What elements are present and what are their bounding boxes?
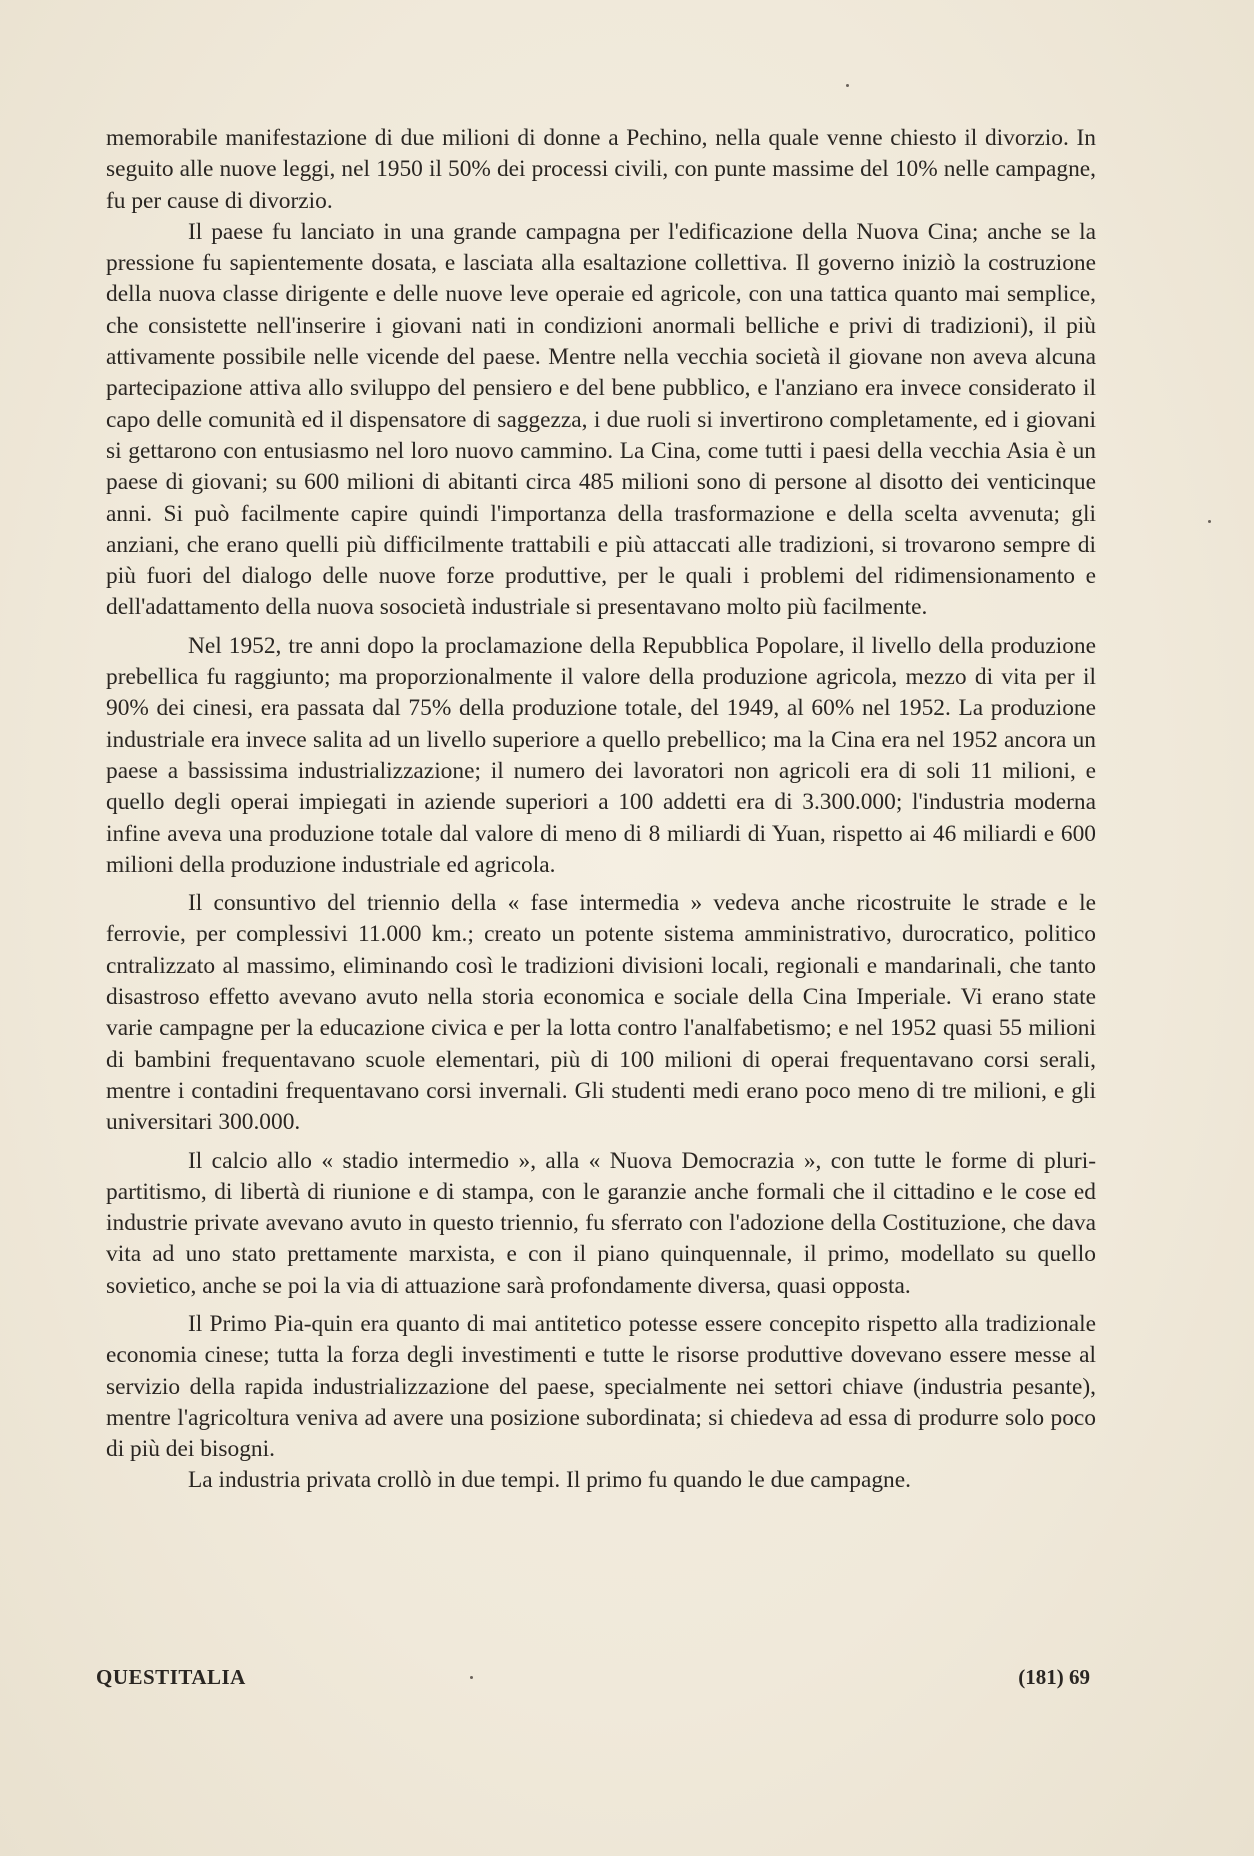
publication-name: QUESTITALIA <box>96 1665 246 1689</box>
scan-speck <box>470 1676 473 1679</box>
paragraph-7: La industria privata crollò in due tempi. Il primo fu quando le due campagne. <box>188 1467 911 1494</box>
article-body <box>106 123 1096 1497</box>
paragraph-5: Il calcio allo « stadio intermedio », alla « Nuova Democrazia », con tutte le forme di pluri-partitismo, di libertà di riunione e di stampa, con le garanzie anche formali che il cittadino e le cose ed industrie private avevano avuto in questo triennio, fu sferrato con l'adozione della Costituzione, che dava vita ad uno stato prettamente marxista, e con il piano quinquennale, il primo, modellato su quello sovietico, anche se poi la via di attuazione sarà profondamente diversa, quasi opposta. <box>106 1147 1096 1299</box>
page-number: (181) 69 <box>1018 1665 1090 1689</box>
scan-speck <box>1208 520 1211 523</box>
paragraph-1: memorabile manifestazione di due milioni di donne a Pechino, nella quale venne chiesto il divorzio. In seguito alle nuove leggi, nel 1950 il 50% dei processi civili, con punte massime del 10% nelle campagne, fu per cause di divorzio. <box>106 125 1096 214</box>
paragraph-4: Il consuntivo del triennio della « fase intermedia » vedeva anche ricostruite le strade e le ferrovie, per complessivi 11.000 km.; creato un potente sistema amministrativo, durocratico, politico cntralizzato al massimo, eliminando così le tradizioni divisioni locali, regionali e mandarinali, che tanto disastroso effetto avevano avuto nella storia economica e sociale della Cina Imperiale. Vi erano state varie campagne per la educazione civica e per la lotta contro l'analfabetismo; e nel 1952 quasi 55 milioni di bambini frequentavano scuole elementari, più di 100 milioni di operai frequentavano corsi serali, mentre i contadini frequentavano corsi invernali. Gli studenti medi erano poco meno di tre milioni, e gli universitari 300.000. <box>106 890 1096 1136</box>
paragraph-3: Nel 1952, tre anni dopo la proclamazione della Repubblica Popolare, il livello della produzione prebellica fu raggiunto; ma proporzionalmente il valore della produzione agricola, mezzo di vita per il 90% dei cinesi, era passata dal 75% della produzione totale, del 1949, al 60% nel 1952. La produzione industriale era invece salita ad un livello superiore a quello prebellico; ma la Cina era nel 1952 ancora un paese a bassissima industrializzazione; il numero dei lavoratori non agricoli era di soli 11 milioni, e quello degli operai impiegati in aziende superiori a 100 addetti era di 3.300.000; l'industria moderna infine aveva una produzione totale dal valore di meno di 8 miliardi di Yuan, rispetto ai 46 miliardi e 600 milioni della produzione industriale ed agricola. <box>106 632 1096 878</box>
paragraph-2: Il paese fu lanciato in una grande campagna per l'edificazione della Nuova Cina; anche se la pressione fu sapientemente dosata, e lasciata alla esaltazione collettiva. Il governo iniziò la costruzione della nuova classe dirigente e delle nuove leve operaie ed agricole, con una tattica quanto mai semplice, che consistette nell'inserire i giovani nati in condizioni anormali belliche e privi di tradizioni), il più attivamente possibile nelle vicende del paese. Mentre nella vecchia società il giovane non aveva alcuna partecipazione attiva allo sviluppo del pensiero e del bene pubblico, e l'anziano era invece considerato il capo delle comunità ed il dispensatore di saggezza, i due ruoli si invertirono completamente, ed i giovani si gettarono con entusiasmo nel loro nuovo cammino. La Cina, come tutti i paesi della vecchia Asia è un paese di giovani; su 600 milioni di abitanti circa 485 milioni sono di persone al disotto dei venticinque anni. Si può facilmente capire quindi l'importanza della trasformazione e della scelta avvenuta; gli anziani, che erano quelli più difficilmente trattabili e più attaccati alle tradizioni, si trovarono sempre di più fuori del dialogo delle nuove forze produttive, per le quali i problemi del ridimensionamento e dell'adattamento della nuova sosocietà industriale si presentavano molto più facilmente. <box>106 218 1096 621</box>
paragraph-6: Il Primo Pia-quin era quanto di mai antitetico potesse essere concepito rispetto alla tradizionale economia cinese; tutta la forza degli investimenti e tutte le risorse produttive dovevano essere messe al servizio della rapida industrializzazione del paese, specialmente nei settori chiave (industria pesante), mentre l'agricoltura veniva ad avere una posizione subordinata; si chiedeva ad essa di produrre solo poco di più dei bisogni. <box>106 1310 1096 1463</box>
scan-speck <box>846 84 849 87</box>
